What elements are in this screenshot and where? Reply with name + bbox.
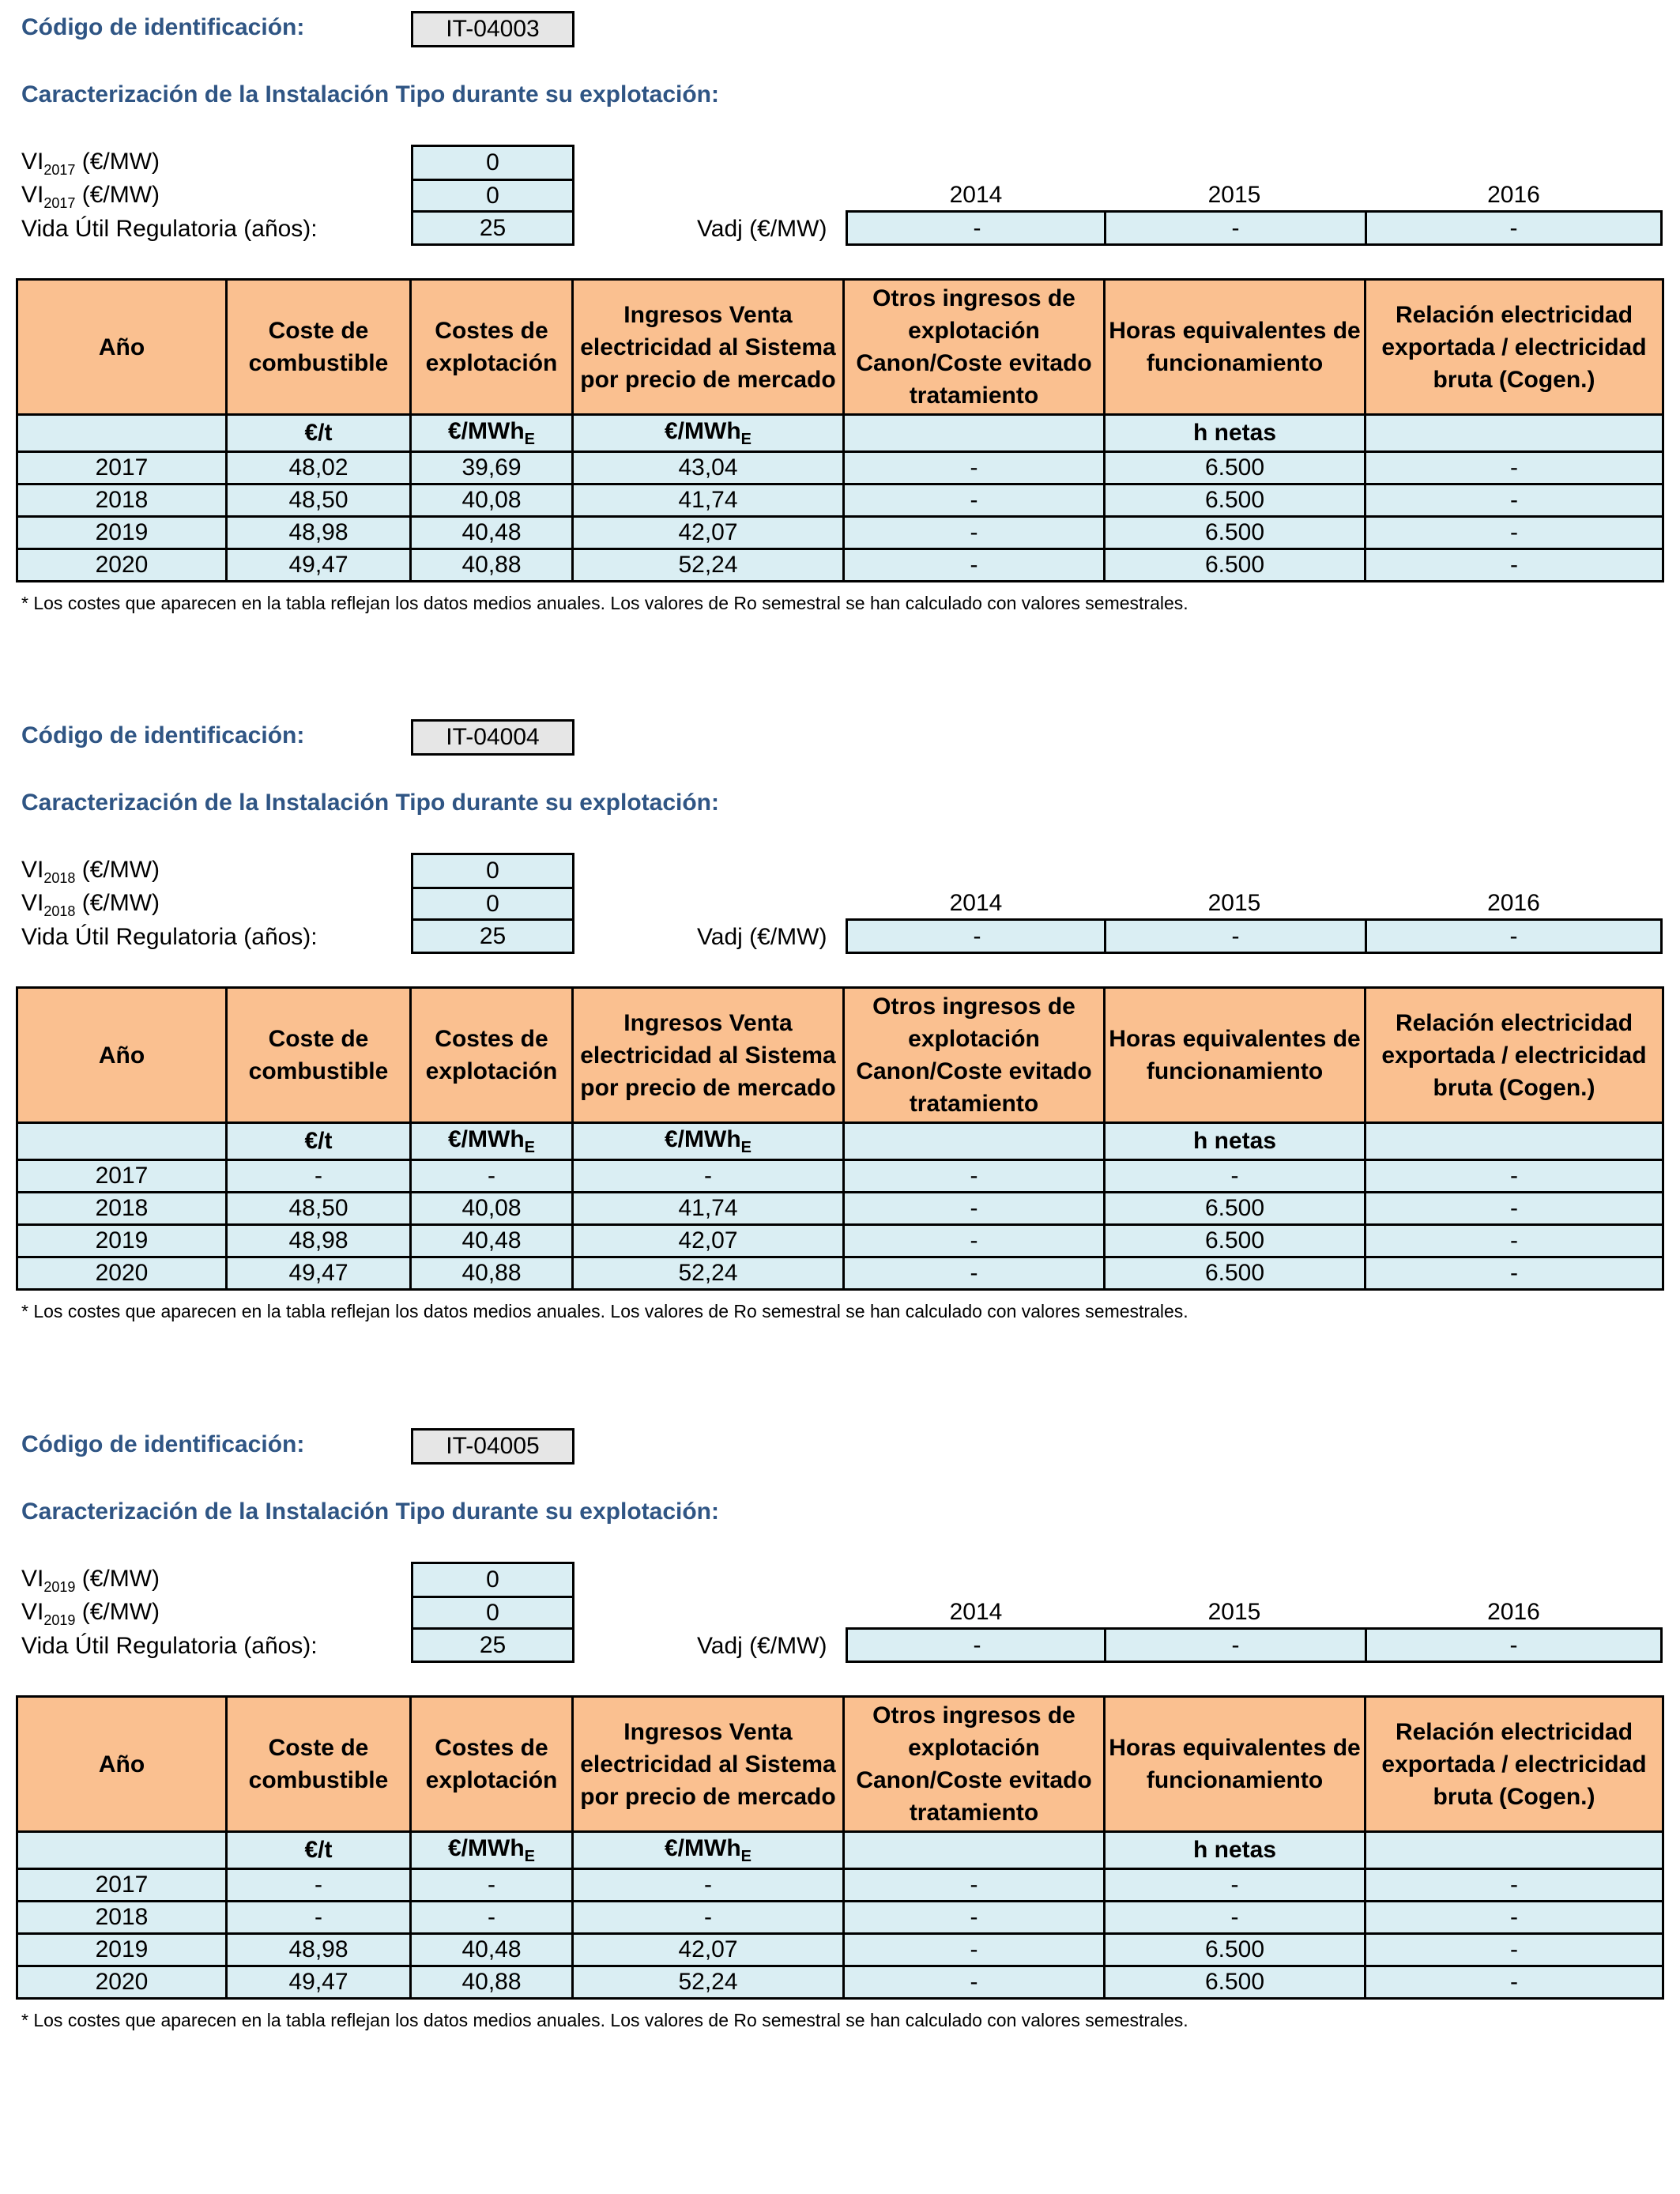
- section-subtitle: Caracterización de la Instalación Tipo durante su explotación:: [21, 1498, 719, 1525]
- vida-util-label: Vida Útil Regulatoria (años):: [21, 216, 318, 242]
- unit-cell: [1105, 1123, 1365, 1160]
- unit-text: h netas: [1192, 1837, 1277, 1863]
- value-cell: -: [844, 1193, 1105, 1225]
- table-row: [17, 452, 1663, 484]
- vadj-value-cell: -: [1365, 918, 1663, 954]
- value-cell: 40,88: [411, 1966, 573, 1999]
- vi-unit: (€/MW): [75, 1599, 160, 1625]
- value-cell: -: [1365, 1869, 1663, 1902]
- unit-text: h netas: [1192, 1128, 1277, 1154]
- unit-cell: [227, 1123, 411, 1160]
- value-cell: -: [1105, 1160, 1365, 1193]
- unit-cell: [17, 415, 227, 452]
- value-cell: -: [1365, 452, 1663, 484]
- id-value-box: IT-04003: [411, 11, 574, 47]
- vadj-year-header: 2015: [1207, 182, 1261, 208]
- value-cell: 6.500: [1105, 1225, 1365, 1257]
- value-cell: -: [1365, 1934, 1663, 1966]
- value-cell: 6.500: [1105, 549, 1365, 582]
- year-cell: 2019: [17, 1934, 227, 1966]
- vi-label: [21, 890, 160, 920]
- unit-text: h netas: [1192, 420, 1277, 446]
- vi-value-box: 0: [411, 853, 574, 889]
- value-cell: 6.500: [1105, 484, 1365, 517]
- value-cell: 48,50: [227, 1193, 411, 1225]
- column-header: Relación electricidad exportada / electricidad bruta (Cogen.): [1365, 1697, 1663, 1832]
- value-cell: 6.500: [1105, 452, 1365, 484]
- vi-value-box: 0: [411, 145, 574, 181]
- table-row: [17, 517, 1663, 549]
- value-cell: 43,04: [573, 452, 844, 484]
- section-subtitle: Caracterización de la Instalación Tipo durante su explotación:: [21, 790, 719, 816]
- value-cell: -: [844, 549, 1105, 582]
- units-row: [17, 1123, 1663, 1160]
- vadj-label: Vadj (€/MW): [697, 216, 827, 242]
- unit-text: €/MWh: [665, 1834, 741, 1861]
- unit-cell: [844, 415, 1105, 452]
- vadj-year-header: 2016: [1487, 1599, 1540, 1625]
- value-cell: -: [573, 1902, 844, 1934]
- vi-base: VI: [21, 149, 44, 175]
- vi-year-subscript: 2019: [43, 1579, 76, 1595]
- table-header-row: [17, 280, 1663, 415]
- vadj-label: Vadj (€/MW): [697, 1633, 827, 1659]
- unit-cell: [227, 1832, 411, 1869]
- footnote: * Los costes que aparecen en la tabla reflejan los datos medios anuales. Los valores de Ro semestral se han calculado con valores semestrales.: [21, 2010, 1188, 2030]
- value-cell: 40,88: [411, 549, 573, 582]
- vi-year-subscript: 2018: [43, 870, 76, 886]
- table-row: [17, 1966, 1663, 1999]
- value-cell: -: [411, 1869, 573, 1902]
- value-cell: 49,47: [227, 549, 411, 582]
- vi-label: [21, 182, 160, 212]
- vida-util-label: Vida Útil Regulatoria (años):: [21, 924, 318, 950]
- unit-cell: [1105, 415, 1365, 452]
- year-cell: 2017: [17, 452, 227, 484]
- unit-text: €/t: [304, 420, 333, 446]
- value-cell: 40,48: [411, 1934, 573, 1966]
- value-cell: -: [227, 1869, 411, 1902]
- unit-text: €/MWh: [448, 1125, 525, 1152]
- value-cell: -: [1105, 1869, 1365, 1902]
- unit-cell: [844, 1123, 1105, 1160]
- section: [0, 0, 1680, 696]
- vadj-year-header: 2016: [1487, 890, 1540, 916]
- unit-cell: [573, 415, 844, 452]
- value-cell: 39,69: [411, 452, 573, 484]
- value-cell: -: [1365, 1160, 1663, 1193]
- value-cell: 52,24: [573, 549, 844, 582]
- value-cell: -: [1365, 517, 1663, 549]
- value-cell: -: [844, 484, 1105, 517]
- value-cell: -: [1365, 549, 1663, 582]
- value-cell: -: [844, 1902, 1105, 1934]
- value-cell: -: [844, 1257, 1105, 1290]
- column-header: Relación electricidad exportada / electricidad bruta (Cogen.): [1365, 988, 1663, 1123]
- column-header: Año: [17, 1697, 227, 1832]
- unit-text: €/t: [304, 1128, 333, 1154]
- column-header: Horas equivalentes de funcionamiento: [1105, 988, 1365, 1123]
- column-header: Coste de combustible: [227, 988, 411, 1123]
- column-header: Año: [17, 280, 227, 415]
- value-cell: 42,07: [573, 517, 844, 549]
- value-cell: 52,24: [573, 1257, 844, 1290]
- column-header: Costes de explotación: [411, 1697, 573, 1832]
- vadj-value-cell: -: [1365, 1627, 1663, 1663]
- year-cell: 2018: [17, 484, 227, 517]
- unit-cell: [1365, 415, 1663, 452]
- value-cell: 49,47: [227, 1966, 411, 1999]
- vadj-year-header: 2016: [1487, 182, 1540, 208]
- table-row: [17, 1934, 1663, 1966]
- unit-subscript: E: [524, 1138, 535, 1156]
- id-label: Código de identificación:: [21, 14, 305, 40]
- unit-cell: [411, 1832, 573, 1869]
- unit-subscript: E: [524, 1847, 535, 1865]
- column-header: Relación electricidad exportada / electricidad bruta (Cogen.): [1365, 280, 1663, 415]
- column-header: Horas equivalentes de funcionamiento: [1105, 1697, 1365, 1832]
- vi-value-box: 0: [411, 179, 574, 213]
- value-cell: -: [227, 1902, 411, 1934]
- vi-label: [21, 149, 160, 179]
- section-subtitle: Caracterización de la Instalación Tipo durante su explotación:: [21, 81, 719, 107]
- id-label: Código de identificación:: [21, 722, 305, 748]
- value-cell: 6.500: [1105, 517, 1365, 549]
- id-value-box: IT-04004: [411, 719, 574, 756]
- table-row: [17, 1225, 1663, 1257]
- year-cell: 2017: [17, 1160, 227, 1193]
- value-cell: 40,08: [411, 1193, 573, 1225]
- id-label: Código de identificación:: [21, 1431, 305, 1457]
- vadj-year-header: 2015: [1207, 890, 1261, 916]
- value-cell: 48,02: [227, 452, 411, 484]
- table-row: [17, 1193, 1663, 1225]
- vi-unit: (€/MW): [75, 890, 160, 916]
- column-header: Otros ingresos de explotación Canon/Coste evitado tratamiento: [844, 1697, 1105, 1832]
- unit-subscript: E: [740, 430, 751, 448]
- vadj-value-cell: -: [1104, 918, 1367, 954]
- vadj-value-cell: -: [846, 210, 1109, 246]
- section: [0, 1417, 1680, 2113]
- unit-text: €/MWh: [665, 1125, 741, 1152]
- vi-year-subscript: 2017: [43, 162, 76, 178]
- column-header: Coste de combustible: [227, 1697, 411, 1832]
- units-row: [17, 415, 1663, 452]
- unit-cell: [573, 1123, 844, 1160]
- value-cell: 40,88: [411, 1257, 573, 1290]
- year-cell: 2020: [17, 549, 227, 582]
- unit-cell: [227, 415, 411, 452]
- column-header: Ingresos Venta electricidad al Sistema por precio de mercado: [573, 1697, 844, 1832]
- unit-cell: [411, 415, 573, 452]
- column-header: Otros ingresos de explotación Canon/Coste evitado tratamiento: [844, 988, 1105, 1123]
- data-table: [16, 278, 1664, 582]
- vadj-value-cell: -: [1104, 1627, 1367, 1663]
- vadj-year-header: 2014: [949, 182, 1003, 208]
- vi-base: VI: [21, 1599, 44, 1625]
- vadj-year-header: 2014: [949, 890, 1003, 916]
- value-cell: 40,48: [411, 1225, 573, 1257]
- unit-cell: [1365, 1832, 1663, 1869]
- unit-subscript: E: [740, 1138, 751, 1156]
- vi-label: [21, 857, 160, 887]
- vida-util-value-box: 25: [411, 1627, 574, 1663]
- value-cell: -: [573, 1869, 844, 1902]
- value-cell: -: [1105, 1902, 1365, 1934]
- column-header: Horas equivalentes de funcionamiento: [1105, 280, 1365, 415]
- units-row: [17, 1832, 1663, 1869]
- value-cell: -: [411, 1160, 573, 1193]
- value-cell: 48,98: [227, 1225, 411, 1257]
- vi-value-box: 0: [411, 1562, 574, 1598]
- unit-cell: [17, 1832, 227, 1869]
- unit-cell: [1365, 1123, 1663, 1160]
- column-header: Ingresos Venta electricidad al Sistema por precio de mercado: [573, 988, 844, 1123]
- year-cell: 2017: [17, 1869, 227, 1902]
- year-cell: 2020: [17, 1257, 227, 1290]
- vi-year-subscript: 2018: [43, 903, 76, 919]
- value-cell: -: [1365, 1225, 1663, 1257]
- unit-text: €/MWh: [665, 417, 741, 444]
- value-cell: -: [844, 1966, 1105, 1999]
- value-cell: 6.500: [1105, 1193, 1365, 1225]
- table-row: [17, 1160, 1663, 1193]
- vadj-value-cell: -: [1365, 210, 1663, 246]
- table-row: [17, 1869, 1663, 1902]
- id-value-box: IT-04005: [411, 1428, 574, 1465]
- vi-value-box: 0: [411, 1596, 574, 1630]
- unit-text: €/t: [304, 1837, 333, 1863]
- table-row: [17, 484, 1663, 517]
- vadj-year-header: 2015: [1207, 1599, 1261, 1625]
- vi-label: [21, 1566, 160, 1596]
- vida-util-value-box: 25: [411, 210, 574, 246]
- value-cell: -: [227, 1160, 411, 1193]
- value-cell: -: [1365, 1257, 1663, 1290]
- value-cell: 6.500: [1105, 1934, 1365, 1966]
- value-cell: -: [844, 517, 1105, 549]
- value-cell: 42,07: [573, 1934, 844, 1966]
- value-cell: -: [844, 452, 1105, 484]
- value-cell: -: [844, 1869, 1105, 1902]
- column-header: Año: [17, 988, 227, 1123]
- value-cell: -: [1365, 1193, 1663, 1225]
- table-header-row: [17, 988, 1663, 1123]
- vi-value-box: 0: [411, 887, 574, 921]
- vida-util-label: Vida Útil Regulatoria (años):: [21, 1633, 318, 1659]
- value-cell: 40,08: [411, 484, 573, 517]
- year-cell: 2020: [17, 1966, 227, 1999]
- table-row: [17, 549, 1663, 582]
- vi-year-subscript: 2019: [43, 1612, 76, 1628]
- value-cell: -: [1365, 484, 1663, 517]
- unit-text: €/MWh: [448, 417, 525, 444]
- year-cell: 2018: [17, 1902, 227, 1934]
- year-cell: 2019: [17, 1225, 227, 1257]
- data-table: [16, 986, 1664, 1291]
- vadj-value-cell: -: [1104, 210, 1367, 246]
- vi-base: VI: [21, 857, 44, 883]
- value-cell: -: [1365, 1966, 1663, 1999]
- unit-subscript: E: [524, 430, 535, 448]
- table-row: [17, 1902, 1663, 1934]
- vi-unit: (€/MW): [75, 857, 160, 883]
- value-cell: -: [844, 1225, 1105, 1257]
- value-cell: 49,47: [227, 1257, 411, 1290]
- vi-base: VI: [21, 890, 44, 916]
- value-cell: 41,74: [573, 1193, 844, 1225]
- vi-unit: (€/MW): [75, 149, 160, 175]
- value-cell: 6.500: [1105, 1966, 1365, 1999]
- column-header: Costes de explotación: [411, 988, 573, 1123]
- unit-cell: [844, 1832, 1105, 1869]
- value-cell: 42,07: [573, 1225, 844, 1257]
- value-cell: -: [1365, 1902, 1663, 1934]
- value-cell: 40,48: [411, 517, 573, 549]
- value-cell: -: [411, 1902, 573, 1934]
- value-cell: -: [844, 1934, 1105, 1966]
- vi-base: VI: [21, 182, 44, 208]
- vi-unit: (€/MW): [75, 1566, 160, 1592]
- value-cell: 48,98: [227, 1934, 411, 1966]
- column-header: Costes de explotación: [411, 280, 573, 415]
- section: [0, 708, 1680, 1404]
- column-header: Otros ingresos de explotación Canon/Coste evitado tratamiento: [844, 280, 1105, 415]
- vida-util-value-box: 25: [411, 918, 574, 954]
- unit-cell: [1105, 1832, 1365, 1869]
- column-header: Coste de combustible: [227, 280, 411, 415]
- table-row: [17, 1257, 1663, 1290]
- value-cell: -: [573, 1160, 844, 1193]
- table-header-row: [17, 1697, 1663, 1832]
- vadj-label: Vadj (€/MW): [697, 924, 827, 950]
- unit-cell: [411, 1123, 573, 1160]
- value-cell: 41,74: [573, 484, 844, 517]
- unit-cell: [17, 1123, 227, 1160]
- vi-unit: (€/MW): [75, 182, 160, 208]
- vadj-value-cell: -: [846, 918, 1109, 954]
- vadj-value-cell: -: [846, 1627, 1109, 1663]
- footnote: * Los costes que aparecen en la tabla reflejan los datos medios anuales. Los valores de Ro semestral se han calculado con valores semestrales.: [21, 1301, 1188, 1321]
- value-cell: 48,98: [227, 517, 411, 549]
- value-cell: 52,24: [573, 1966, 844, 1999]
- year-cell: 2019: [17, 517, 227, 549]
- vi-label: [21, 1599, 160, 1629]
- footnote: * Los costes que aparecen en la tabla reflejan los datos medios anuales. Los valores de Ro semestral se han calculado con valores semestrales.: [21, 593, 1188, 613]
- data-table: [16, 1695, 1664, 2000]
- vadj-year-header: 2014: [949, 1599, 1003, 1625]
- unit-cell: [573, 1832, 844, 1869]
- column-header: Ingresos Venta electricidad al Sistema por precio de mercado: [573, 280, 844, 415]
- vi-base: VI: [21, 1566, 44, 1592]
- unit-subscript: E: [740, 1847, 751, 1865]
- value-cell: -: [844, 1160, 1105, 1193]
- year-cell: 2018: [17, 1193, 227, 1225]
- vi-year-subscript: 2017: [43, 195, 76, 211]
- value-cell: 6.500: [1105, 1257, 1365, 1290]
- unit-text: €/MWh: [448, 1834, 525, 1861]
- value-cell: 48,50: [227, 484, 411, 517]
